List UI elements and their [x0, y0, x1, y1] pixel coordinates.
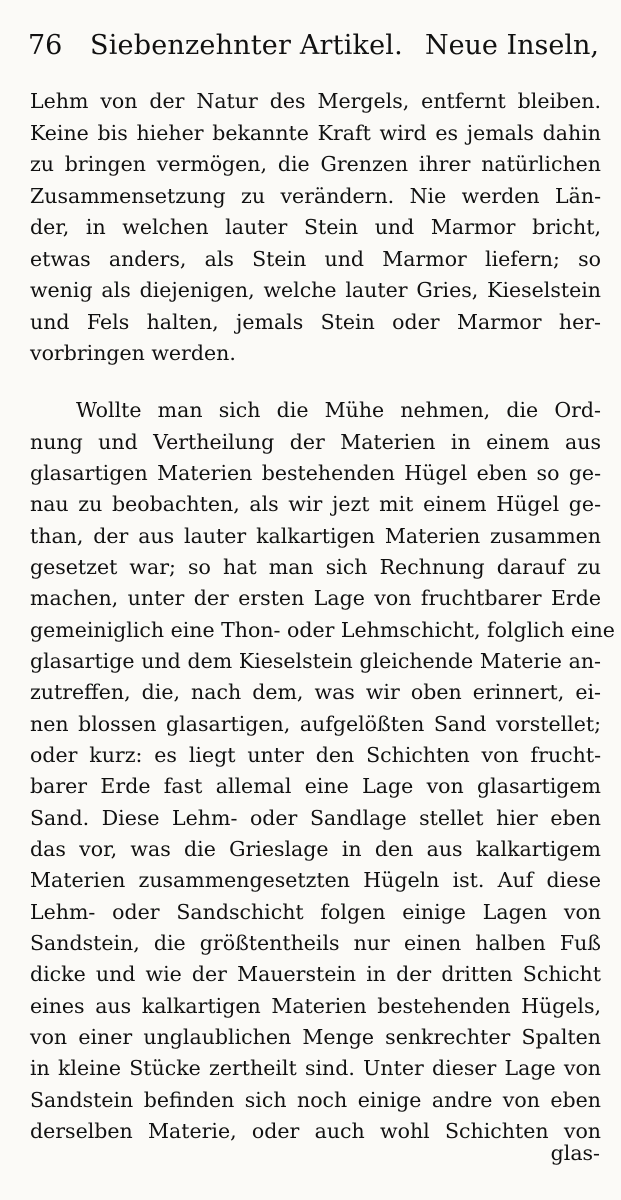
- catchword: glas-: [550, 1141, 600, 1165]
- text-line: nung und Vertheilung der Materien in einem aus: [30, 430, 601, 454]
- page-number: 76: [28, 30, 63, 61]
- running-title: Siebenzehnter Artikel.: [90, 30, 403, 61]
- text-line: Sand. Diese Lehm- oder Sandlage stellet hier eben: [30, 806, 601, 830]
- text-line: zutreffen, die, nach dem, was wir oben erinnert, ei-: [30, 680, 601, 704]
- text-line: machen, unter der ersten Lage von fruchtbarer Erde: [30, 586, 601, 610]
- text-line: glasartige und dem Kieselstein gleichende Materie an-: [30, 649, 601, 673]
- text-line: wenig als diejenigen, welche lauter Gries, Kieselstein: [30, 278, 601, 302]
- text-line: und Fels halten, jemals Stein oder Marmor her-: [30, 310, 601, 334]
- text-line: glasartigen Materien bestehenden Hügel eben so ge-: [30, 461, 601, 485]
- page-header: [28, 22, 599, 70]
- text-line: Lehm- oder Sandschicht folgen einige Lagen von: [30, 900, 601, 924]
- text-line: barer Erde fast allemal eine Lage von glasartigem: [30, 774, 601, 798]
- text-line: vorbringen werden.: [30, 341, 236, 365]
- text-line: than, der aus lauter kalkartigen Materien zusammen: [30, 524, 601, 548]
- text-line: gesetzet war; so hat man sich Rechnung darauf zu: [30, 555, 601, 579]
- text-line: gemeiniglich eine Thon- oder Lehmschicht, folglich eine: [30, 618, 615, 642]
- text-line: Sandstein befinden sich noch einige andre von eben: [30, 1088, 601, 1112]
- text-line: Keine bis hieher bekannte Kraft wird es jemals dahin: [30, 121, 601, 145]
- text-line: Wollte man sich die Mühe nehmen, die Ord-: [76, 398, 601, 422]
- text-line: nau zu beobachten, als wir jezt mit einem Hügel ge-: [30, 492, 601, 516]
- text-line: das vor, was die Grieslage in den aus kalkartigem: [30, 837, 601, 861]
- text-line: Zusammensetzung zu verändern. Nie werden Län-: [30, 184, 601, 208]
- text-line: derselben Materie, oder auch wohl Schichten von: [30, 1119, 601, 1143]
- text-line: zu bringen vermögen, die Grenzen ihrer natürlichen: [30, 152, 601, 176]
- text-line: Materien zusammengesetzten Hügeln ist. Auf diese: [30, 868, 601, 892]
- text-line: oder kurz: es liegt unter den Schichten von frucht-: [30, 743, 601, 767]
- text-line: Sandstein, die größtentheils nur einen halben Fuß: [30, 931, 601, 955]
- section-title: Neue Inseln,: [424, 30, 599, 61]
- text-line: von einer unglaublichen Menge senkrechter Spalten: [30, 1025, 601, 1049]
- text-line: Lehm von der Natur des Mergels, entfernt bleiben.: [30, 89, 601, 113]
- text-line: in kleine Stücke zertheilt sind. Unter dieser Lage von: [30, 1056, 601, 1080]
- text-line: dicke und wie der Mauerstein in der dritten Schicht: [30, 962, 601, 986]
- text-line: nen blossen glasartigen, aufgelößten Sand vorstellet;: [30, 712, 601, 736]
- text-line: etwas anders, als Stein und Marmor liefern; so: [30, 247, 601, 271]
- text-line: eines aus kalkartigen Materien bestehenden Hügels,: [30, 994, 601, 1018]
- text-line: der, in welchen lauter Stein und Marmor bricht,: [30, 215, 601, 239]
